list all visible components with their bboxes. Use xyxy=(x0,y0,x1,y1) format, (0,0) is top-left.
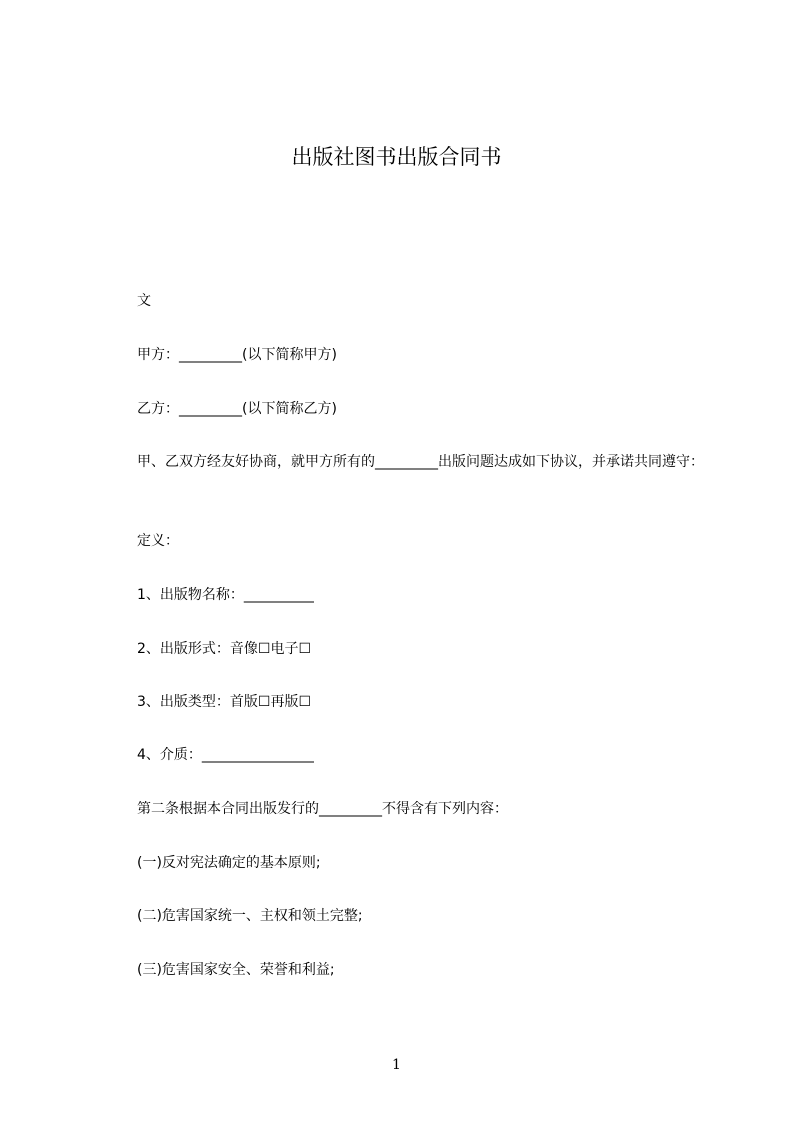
party-b-line: 乙方：_________(以下简称乙方) xyxy=(137,401,337,417)
prohibited-item-3: (三)危害国家安全、荣誉和利益; xyxy=(137,962,335,978)
publication-type-line: 3、出版类型：首版☐再版☐ xyxy=(137,694,312,710)
medium-line: 4、介质：________________ xyxy=(137,747,314,763)
article-two-line: 第二条根据本合同出版发行的_________不得含有下列内容： xyxy=(137,801,508,817)
page-number: 1 xyxy=(392,1057,401,1073)
document-title: 出版社图书出版合同书 xyxy=(291,145,502,169)
definitions-heading: 定义： xyxy=(137,533,179,549)
publication-form-line: 2、出版形式：音像☐电子☐ xyxy=(137,641,312,657)
prohibited-item-1: (一)反对宪法确定的基本原则; xyxy=(137,855,321,871)
paragraph-text-fragment: 文 xyxy=(137,293,151,309)
party-a-line: 甲方：_________(以下简称甲方) xyxy=(137,347,337,363)
prohibited-item-2: (二)危害国家统一、主权和领土完整; xyxy=(137,908,363,924)
publication-name-line: 1、出版物名称：__________ xyxy=(137,587,314,603)
agreement-intro-paragraph: 甲、乙双方经友好协商，就甲方所有的_________出版问题达成如下协议，并承诺共同遵守： xyxy=(137,454,704,470)
